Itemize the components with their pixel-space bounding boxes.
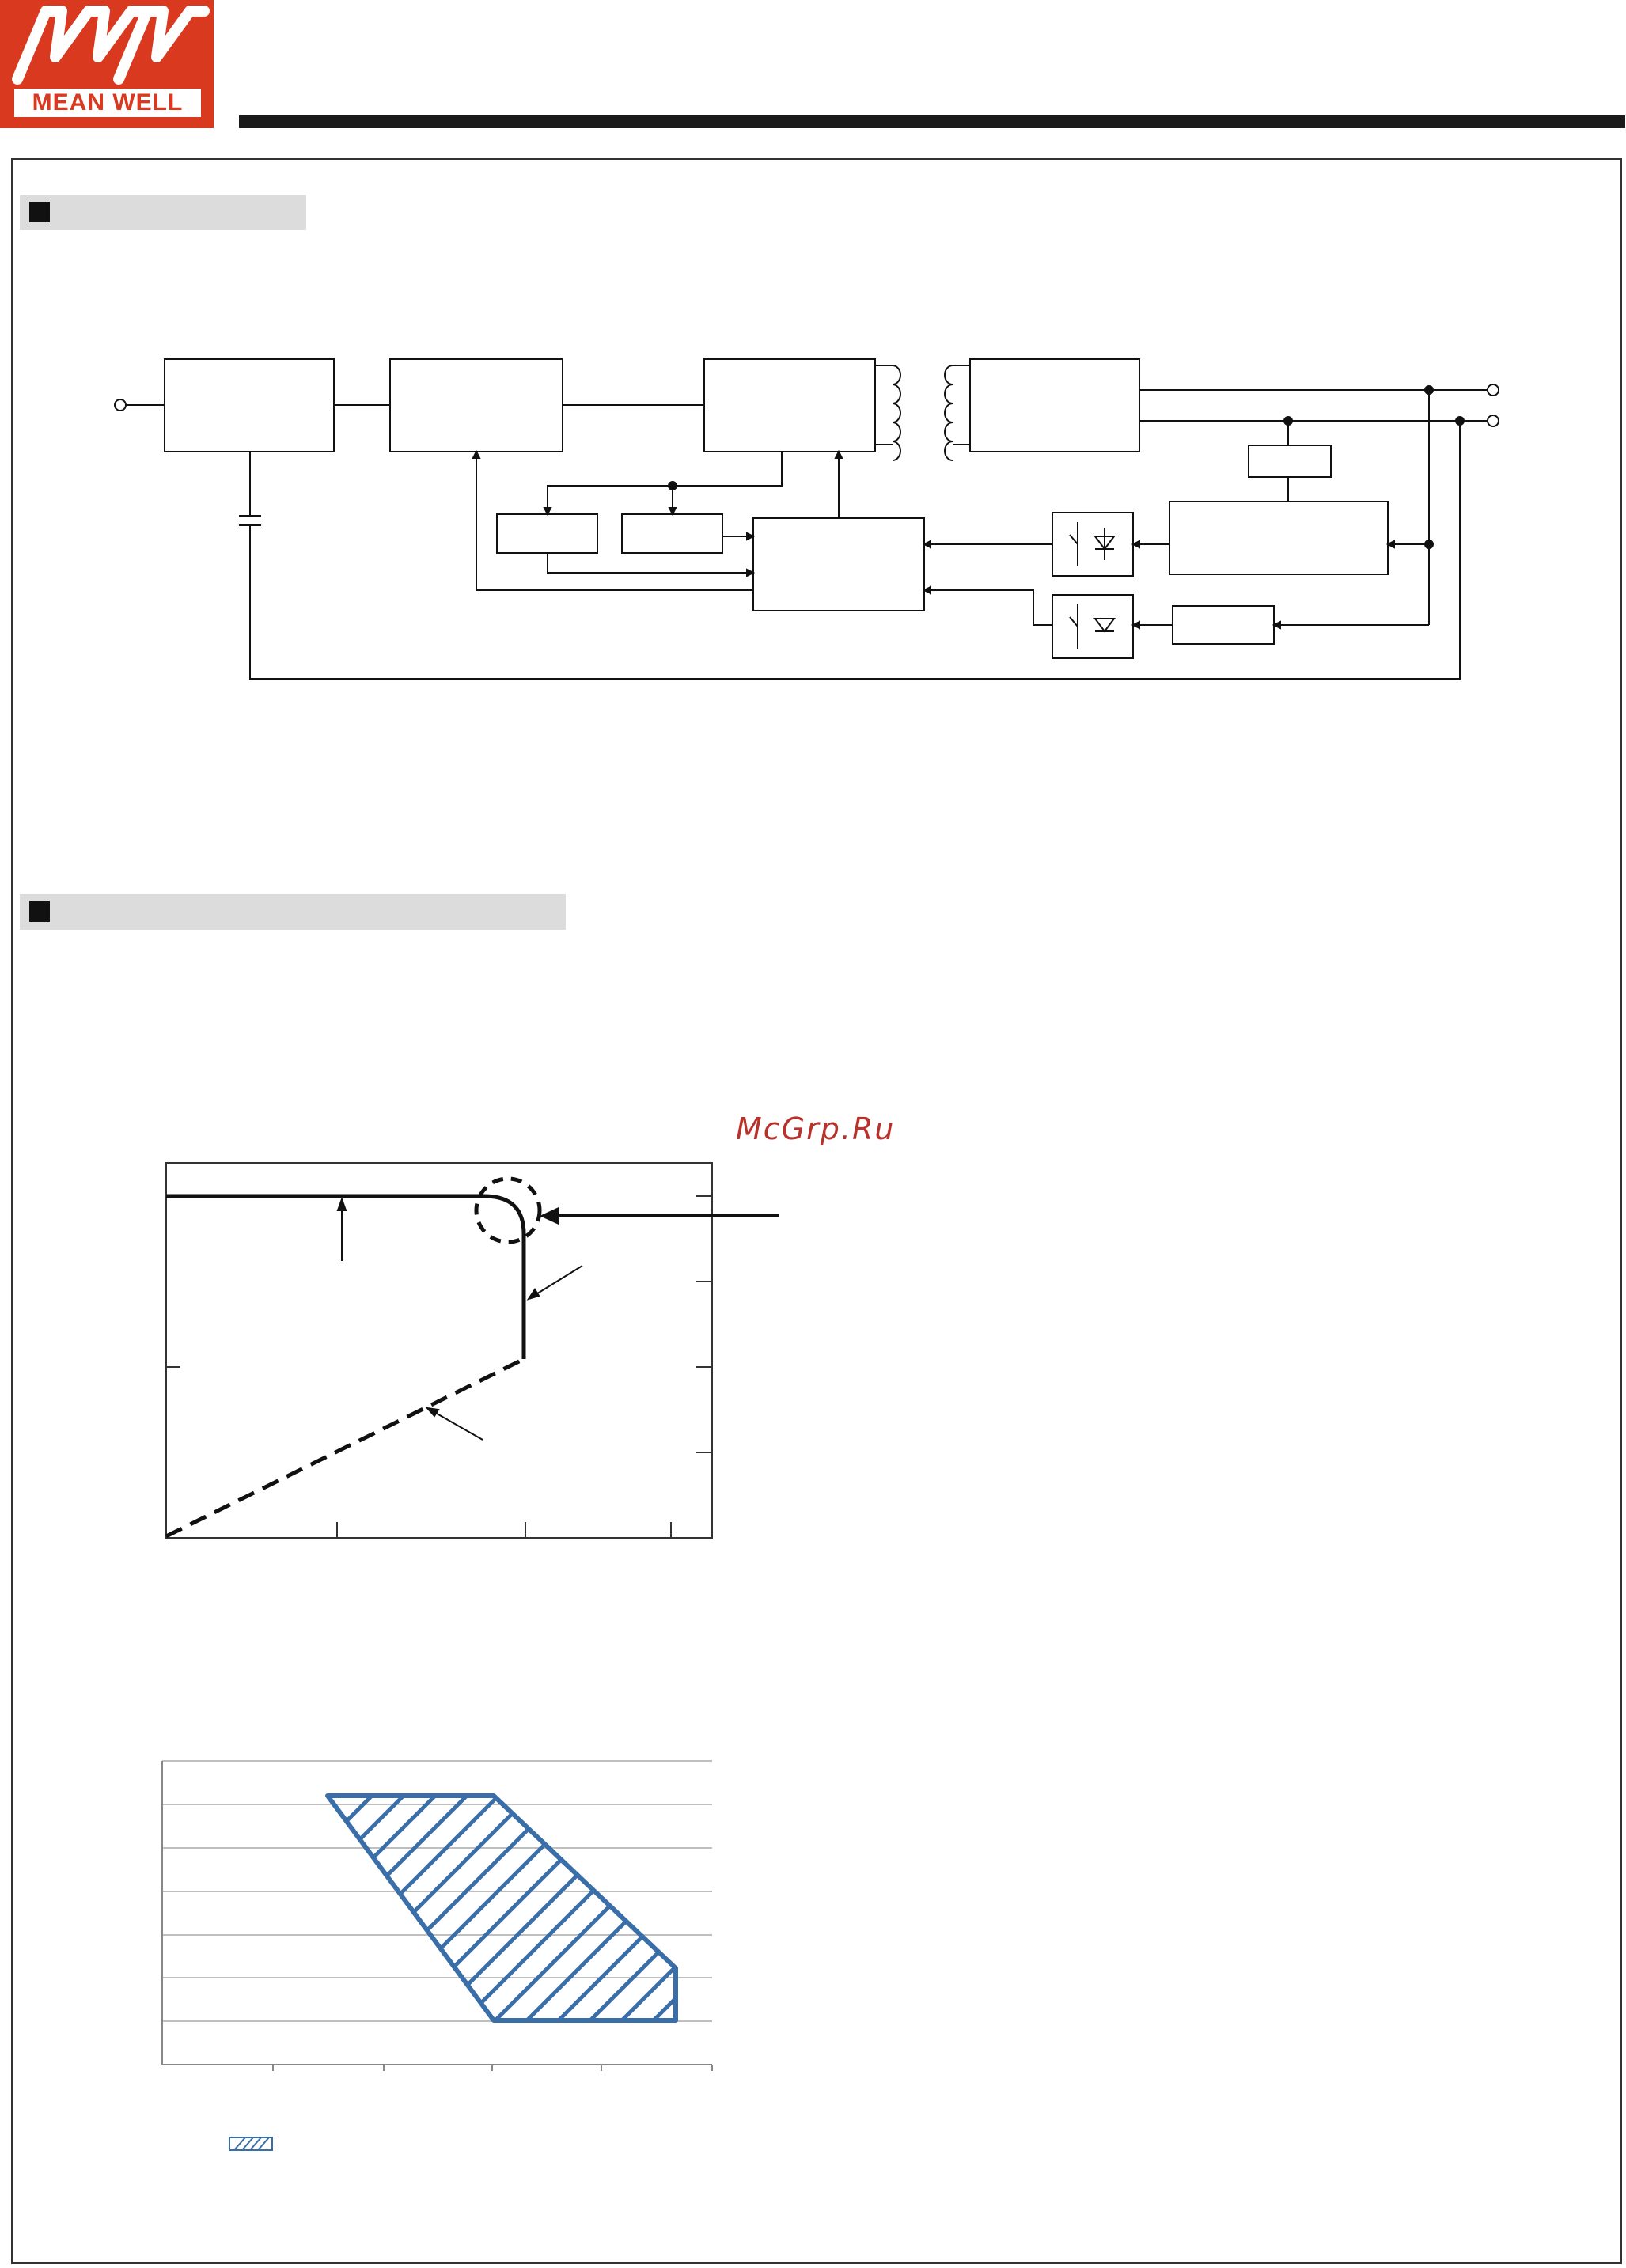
- logo-brand-text: MEAN WELL: [14, 89, 201, 117]
- chart2-axes: [162, 1761, 712, 2071]
- hatched-area-swatch-icon: [229, 2137, 272, 2150]
- watermark-text: McGrp.Ru: [736, 1111, 896, 1146]
- chart2-hatch-lines: [111, 1740, 965, 2057]
